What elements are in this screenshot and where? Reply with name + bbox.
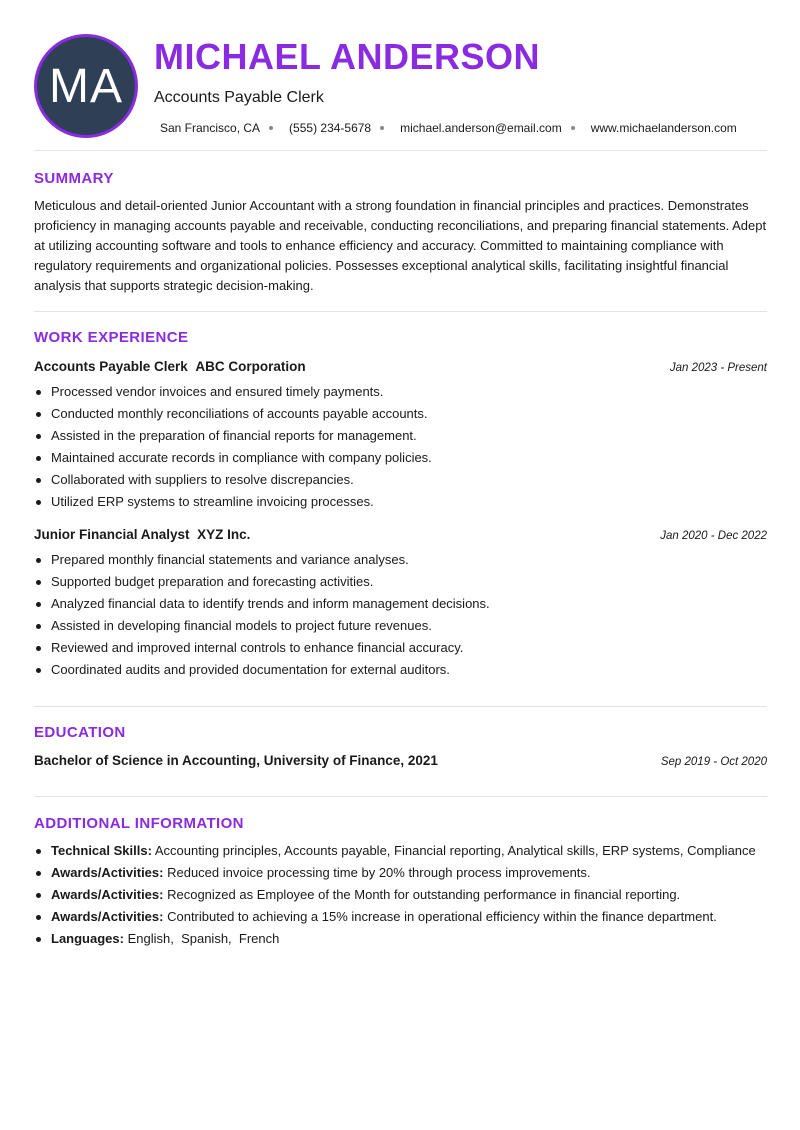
job-role: Junior Financial Analyst bbox=[34, 527, 190, 542]
list-item: Reviewed and improved internal controls to enhance financial accuracy. bbox=[34, 637, 767, 659]
summary-heading: SUMMARY bbox=[34, 170, 114, 187]
additional-heading: ADDITIONAL INFORMATION bbox=[34, 815, 244, 832]
contact-location: San Francisco, CA bbox=[160, 121, 261, 135]
job-role: Accounts Payable Clerk bbox=[34, 359, 188, 374]
contact-phone: (555) 234-5678 bbox=[289, 121, 372, 135]
list-item: Coordinated audits and provided documentation for external auditors. bbox=[34, 659, 767, 681]
info-text: Accounting principles, Accounts payable, Financial reporting, Analytical skills, ERP systems, Compliance bbox=[154, 843, 756, 858]
info-label: Technical Skills: bbox=[51, 843, 152, 858]
job-role-company bbox=[34, 359, 306, 374]
experience-heading: WORK EXPERIENCE bbox=[34, 329, 189, 346]
info-label: Awards/Activities: bbox=[51, 909, 164, 924]
list-item: Analyzed financial data to identify trends and inform management decisions. bbox=[34, 593, 767, 615]
list-item: Supported budget preparation and forecasting activities. bbox=[34, 571, 767, 593]
list-item: Assisted in the preparation of financial reports for management. bbox=[34, 425, 767, 447]
avatar-initials: MA bbox=[49, 59, 123, 113]
list-item: Assisted in developing financial models to project future revenues. bbox=[34, 615, 767, 637]
education-entry bbox=[34, 753, 767, 768]
contact-bar bbox=[160, 121, 737, 135]
education-degree: Bachelor of Science in Accounting, University of Finance, 2021 bbox=[34, 753, 438, 768]
job-header bbox=[34, 527, 767, 542]
list-item bbox=[34, 842, 767, 860]
info-text: English, Spanish, French bbox=[127, 931, 280, 946]
additional-list bbox=[34, 842, 767, 952]
list-item bbox=[34, 886, 767, 904]
education-dates: Sep 2019 - Oct 2020 bbox=[660, 756, 767, 768]
contact-email[interactable]: michael.anderson@email.com bbox=[400, 121, 562, 135]
job-dates: Jan 2020 - Dec 2022 bbox=[660, 530, 767, 542]
candidate-title: Accounts Payable Clerk bbox=[154, 89, 324, 106]
info-text: Reduced invoice processing time by 20% through process improvements. bbox=[167, 865, 591, 880]
list-item: Utilized ERP systems to streamline invoicing processes. bbox=[34, 491, 767, 513]
contact-website[interactable]: www.michaelanderson.com bbox=[590, 121, 737, 135]
candidate-name: MICHAEL ANDERSON bbox=[154, 36, 541, 77]
list-item bbox=[34, 930, 767, 948]
section-divider bbox=[34, 150, 767, 151]
job-company: ABC Corporation bbox=[195, 359, 306, 374]
section-divider bbox=[34, 796, 767, 797]
list-item: Processed vendor invoices and ensured timely payments. bbox=[34, 381, 767, 403]
info-text: Recognized as Employee of the Month for outstanding performance in financial reporting. bbox=[167, 887, 681, 902]
list-item: Maintained accurate records in compliance with company policies. bbox=[34, 447, 767, 469]
info-label: Awards/Activities: bbox=[51, 887, 164, 902]
summary-text: Meticulous and detail-oriented Junior Accountant with a strong foundation in financial principles and practices. Demonstrates proficiency in managing accounts payable and receivable, conducting reconciliations, and preparing financial statements. Adept at utilizing accounting software and tools to enhance efficiency and accuracy. Committed to maintaining compliance with regulatory requirements and organizational policies. Possesses exceptional analytical skills, facilitating insightful financial analysis that supports strategic decision-making. bbox=[34, 198, 767, 293]
info-text: Contributed to achieving a 15% increase in operational efficiency within the finance department. bbox=[167, 909, 717, 924]
separator-dot-icon bbox=[269, 126, 273, 130]
job-bullets bbox=[34, 381, 767, 513]
section-divider bbox=[34, 706, 767, 707]
job-role-company bbox=[34, 527, 250, 542]
list-item bbox=[34, 864, 767, 882]
list-item: Prepared monthly financial statements and variance analyses. bbox=[34, 549, 767, 571]
education-heading: EDUCATION bbox=[34, 724, 126, 741]
list-item: Collaborated with suppliers to resolve discrepancies. bbox=[34, 469, 767, 491]
section-divider bbox=[34, 311, 767, 312]
info-label: Awards/Activities: bbox=[51, 865, 164, 880]
job-company: XYZ Inc. bbox=[197, 527, 251, 542]
job-bullets bbox=[34, 549, 767, 681]
avatar bbox=[34, 34, 138, 138]
list-item bbox=[34, 908, 767, 926]
separator-dot-icon bbox=[380, 126, 384, 130]
separator-dot-icon bbox=[571, 126, 575, 130]
info-label: Languages: bbox=[51, 931, 124, 946]
job-header bbox=[34, 359, 767, 374]
job-dates: Jan 2023 - Present bbox=[669, 362, 767, 374]
list-item: Conducted monthly reconciliations of accounts payable accounts. bbox=[34, 403, 767, 425]
